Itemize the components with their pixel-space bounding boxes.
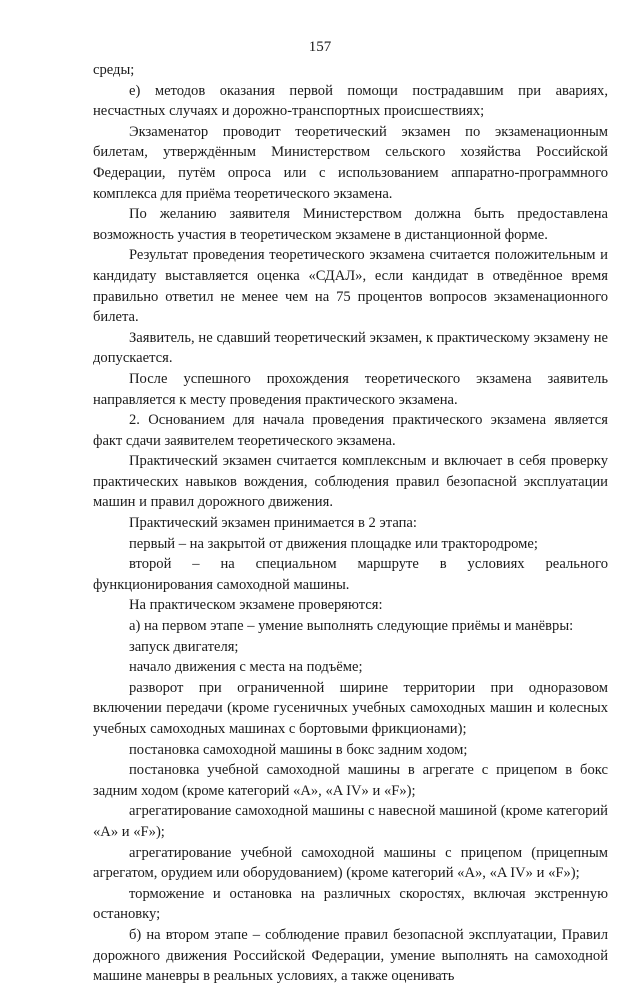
paragraph-practical-complex: Практический экзамен считается комплексным и включает в себя проверку практических навыков вождения, соблюдения правил безопасной эксплуатации машин и правил дорожного движения. xyxy=(93,453,608,511)
paragraph-result: Результат проведения теоретического экзамена считается положительным и кандидату выставляется оценка «СДАЛ», если кандидат в отведённое время правильно ответил не менее чем на 75 процентов вопросов экзаменационного билета. xyxy=(93,247,608,326)
list-item-hill-start: начало движения с места на подъёме; xyxy=(129,659,363,676)
list-item-reverse-parking: постановка самоходной машины в бокс задним ходом; xyxy=(129,741,468,758)
document-body xyxy=(93,60,608,987)
page-number: 157 xyxy=(308,39,332,55)
list-item-stage-first: первый – на закрытой от движения площадке или трактородроме; xyxy=(129,535,538,552)
paragraph-remote-exam: По желанию заявителя Министерством должна быть предоставлена возможность участия в теоретическом экзамене в дистанционной форме. xyxy=(93,206,608,243)
list-item-engine-start: запуск двигателя; xyxy=(129,638,239,655)
list-item-stage-second: второй – на специальном маршруте в условиях реального функционирования самоходной машины. xyxy=(93,556,608,593)
paragraph-failed-applicant: Заявитель, не сдавший теоретический экзамен, к практическому экзамену не допускается. xyxy=(93,329,608,367)
paragraph-point-2: 2. Основанием для начала проведения практического экзамена является факт сдачи заявителем теоретического экзамена. xyxy=(93,412,608,449)
paragraph-examiner: Экзаменатор проводит теоретический экзамен по экзаменационным билетам, утверждённым Министерством сельского хозяйства Российской Федерации, путём опроса или с использованием аппаратно-программного комплекса для приёма теоретического экзамена. xyxy=(93,123,608,202)
paragraph-after-theory: После успешного прохождения теоретического экзамена заявитель направляется к месту проведения практического экзамена. xyxy=(93,370,608,408)
list-item-b-second-stage: б) на втором этапе – соблюдение правил безопасной эксплуатации, Правил дорожного движения Российской Федерации, умение выполнять на самоходной машине маневры в реальных условиях, а также оценивать xyxy=(93,926,608,985)
paragraph-two-stages: Практический экзамен принимается в 2 этапа: xyxy=(129,515,417,532)
list-item-trailer-parking: постановка учебной самоходной машины в агрегате с прицепом в бокс задним ходом (кроме категорий «A», «A IV» и «F»); xyxy=(93,762,608,799)
list-item-e-first-aid: е) методов оказания первой помощи пострадавшим при авариях, несчастных случаях и дорожно-транспортных происшествиях; xyxy=(93,82,608,120)
list-item-a-first-stage: а) на первом этапе – умение выполнять следующие приёмы и манёвры: xyxy=(129,618,574,635)
list-item-u-turn: разворот при ограниченной ширине территории при одноразовом включении передачи (кроме гусеничных учебных самоходных машин и колесных учебных самоходных машинах с бортовыми фрикционами); xyxy=(93,679,608,737)
list-item-braking: торможение и остановка на различных скоростях, включая экстренную остановку; xyxy=(93,885,608,923)
list-item-trailer-coupling: агрегатирование учебной самоходной машины с прицепом (прицепным агрегатом, орудием или оборудованием) (кроме категорий «A», «A IV» и «F»); xyxy=(93,844,608,882)
list-item-mounted-coupling: агрегатирование самоходной машины с навесной машиной (кроме категорий «A» и «F»); xyxy=(93,803,608,840)
paragraph-checked-items: На практическом экзамене проверяются: xyxy=(129,597,383,614)
paragraph-continuation: среды; xyxy=(93,62,135,78)
